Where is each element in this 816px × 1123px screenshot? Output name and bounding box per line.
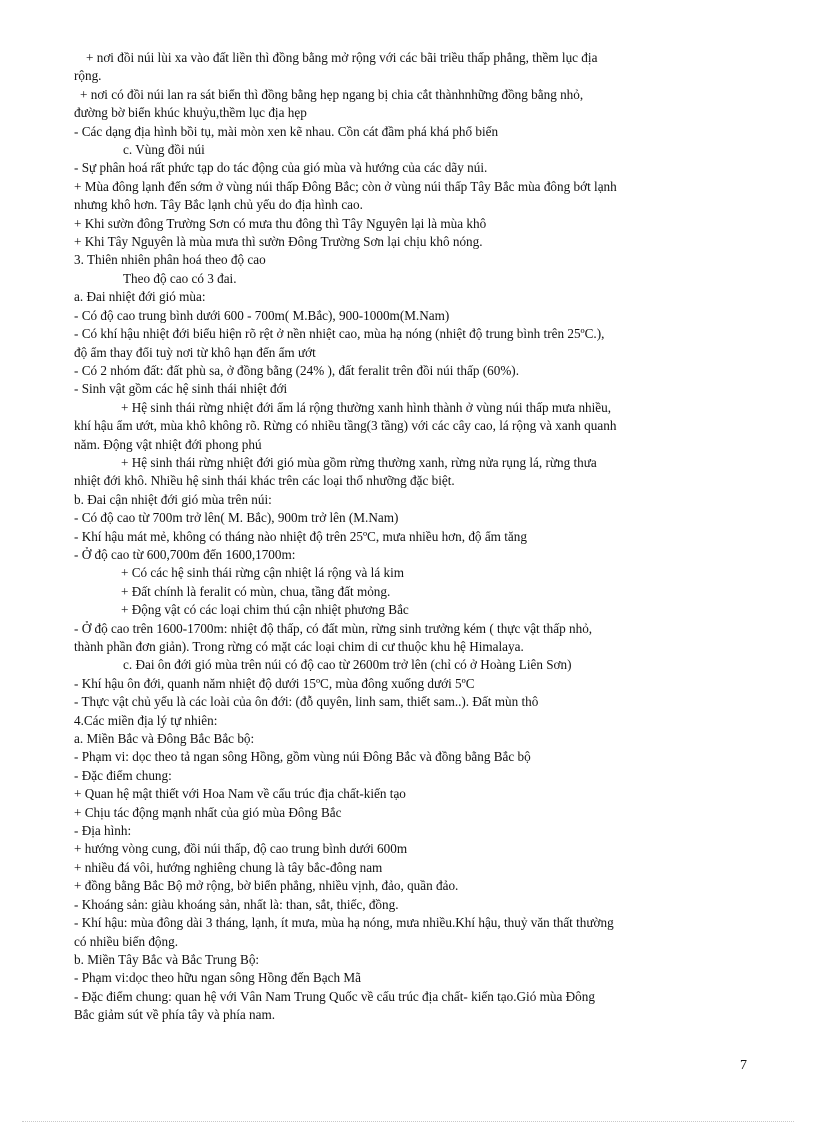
text-line: + nơi có đồi núi lan ra sát biển thì đồng bằng hẹp ngang bị chia cắt thànhnhững đồng bằng nhỏ, xyxy=(80,86,584,102)
text-line: - Khí hậu ôn đới, quanh năm nhiệt độ dưới 15ºC, mùa đông xuống dưới 5ºC xyxy=(74,675,475,691)
text-line: - Phạm vi: dọc theo tả ngan sông Hồng, gồm vùng núi Đông Bắc và đồng bằng Bắc bộ xyxy=(74,749,531,765)
text-line: khí hậu ẩm ướt, mùa khô không rõ. Rừng có nhiều tầng(3 tầng) với các cây cao, lá rộng và xanh quanh xyxy=(74,418,617,434)
text-line: - Có 2 nhóm đất: đất phù sa, ở đồng bằng (24% ), đất feralit trên đồi núi thấp (60%). xyxy=(74,362,519,378)
text-line: + Đất chính là feralit có mùn, chua, tầng đất mỏng. xyxy=(121,583,391,599)
text-line: + Khi Tây Nguyên là mùa mưa thì sườn Đông Trường Sơn lại chịu khô nóng. xyxy=(74,234,483,250)
text-line: + Hệ sinh thái rừng nhiệt đới ẩm lá rộng thường xanh hình thành ở vùng núi thấp mưa nhiều, xyxy=(121,399,612,415)
text-line: nhiệt đới khô. Nhiều hệ sinh thái khác trên các loại thổ nhưỡng đặc biệt. xyxy=(74,473,455,489)
text-line: - Thực vật chủ yếu là các loài của ôn đới: (đỗ quyên, linh sam, thiết sam..). Đất mùn thô xyxy=(74,694,539,710)
text-line: - Ở độ cao từ 600,700m đến 1600,1700m: xyxy=(74,546,296,562)
text-line: - Có độ cao trung bình dưới 600 - 700m( M.Bắc), 900-1000m(M.Nam) xyxy=(74,307,450,323)
text-line: Theo độ cao có 3 đai. xyxy=(123,270,237,286)
text-line: + đồng bằng Bắc Bộ mở rộng, bờ biển phẳng, nhiều vịnh, đảo, quần đảo. xyxy=(74,878,459,894)
text-line: đường bờ biển khúc khuỷu,thềm lục địa hẹp xyxy=(74,105,307,121)
text-line: + hướng vòng cung, đồi núi thấp, độ cao trung bình dưới 600m xyxy=(74,841,408,857)
text-line: - Sinh vật gồm các hệ sinh thái nhiệt đới xyxy=(74,381,288,397)
page-number: 7 xyxy=(740,1058,747,1073)
text-line: - Sự phân hoá rất phức tạp do tác động của gió mùa và hướng của các dãy núi. xyxy=(74,160,488,176)
text-line: a. Đai nhiệt đới gió mùa: xyxy=(74,289,206,305)
text-line: nhưng khô hơn. Tây Bắc lạnh chủ yếu do địa hình cao. xyxy=(74,197,363,213)
text-line: + Quan hệ mật thiết với Hoa Nam về cấu trúc địa chất-kiến tạo xyxy=(74,786,406,802)
text-line: - Phạm vi:dọc theo hữu ngan sông Hồng đến Bạch Mã xyxy=(74,970,361,986)
text-line: - Khí hậu mát mẻ, không có tháng nào nhiệt độ trên 25ºC, mưa nhiều hơn, độ ẩm tăng xyxy=(74,528,527,544)
text-line: - Các dạng địa hình bồi tụ, mài mòn xen kẽ nhau. Cồn cát đầm phá khá phổ biến xyxy=(74,123,499,139)
text-line: + Có các hệ sinh thái rừng cận nhiệt lá rộng và lá kim xyxy=(121,565,405,581)
text-line: - Đặc điểm chung: xyxy=(74,767,172,783)
text-line: Bắc giảm sút về phía tây và phía nam. xyxy=(74,1007,276,1023)
text-line: + Động vật có các loại chim thú cận nhiệt phương Bắc xyxy=(121,602,409,618)
text-line: 3. Thiên nhiên phân hoá theo độ cao xyxy=(74,252,266,268)
text-line: - Có khí hậu nhiệt đới biểu hiện rõ rệt ở nền nhiệt cao, mùa hạ nóng (nhiệt độ trung bình trên 25ºC.), xyxy=(74,326,605,342)
text-line: + nhiều đá vôi, hướng nghiêng chung là tây bắc-đông nam xyxy=(74,859,383,875)
text-line: - Có độ cao từ 700m trở lên( M. Bắc), 900m trở lên (M.Nam) xyxy=(74,510,399,526)
text-line: thành phần đơn giản). Trong rừng có mặt các loại chim di cư thuộc khu hệ Himalaya. xyxy=(74,639,524,654)
text-line: + Khi sườn đông Trường Sơn có mưa thu đông thì Tây Nguyên lại là mùa khô xyxy=(74,215,487,231)
text-line: + Hệ sinh thái rừng nhiệt đới gió mùa gồm rừng thường xanh, rừng nửa rụng lá, rừng thưa xyxy=(121,454,597,470)
text-line: + Mùa đông lạnh đến sớm ở vùng núi thấp Đông Bắc; còn ở vùng núi thấp Tây Bắc mùa đông bớt lạnh xyxy=(74,178,617,194)
page-bottom-divider xyxy=(22,1121,794,1122)
text-line: 4.Các miền địa lý tự nhiên: xyxy=(74,712,218,728)
text-line: rộng. xyxy=(74,68,102,84)
text-line: b. Miền Tây Bắc và Bắc Trung Bộ: xyxy=(74,951,260,967)
text-line: có nhiều biến động. xyxy=(74,933,179,949)
text-line: + Chịu tác động mạnh nhất của gió mùa Đông Bắc xyxy=(74,804,342,820)
text-line: năm. Động vật nhiệt đới phong phú xyxy=(74,436,262,452)
text-line: a. Miền Bắc và Đông Bắc Bắc bộ: xyxy=(74,731,255,747)
text-line: độ ẩm thay đổi tuỳ nơi từ khô hạn đến ẩm ướt xyxy=(74,344,316,360)
text-line: - Ở độ cao trên 1600-1700m: nhiệt độ thấp, có đất mùn, rừng sinh trưởng kém ( thực vật thấp nhỏ, xyxy=(74,620,593,636)
document-body xyxy=(74,49,754,1025)
text-line: - Khoáng sản: giàu khoáng sản, nhất là: than, sắt, thiếc, đồng. xyxy=(74,896,399,912)
text-line: - Khí hậu: mùa đông dài 3 tháng, lạnh, ít mưa, mùa hạ nóng, mưa nhiều.Khí hậu, thuỷ văn thất thường xyxy=(74,915,614,931)
text-line: + nơi đồi núi lùi xa vào đất liền thì đồng bằng mở rộng với các bãi triều thấp phẳng, thềm lục địa xyxy=(86,50,598,65)
text-line: - Địa hình: xyxy=(74,823,132,839)
text-line: c. Đai ôn đới gió mùa trên núi có độ cao từ 2600m trở lên (chỉ có ở Hoàng Liên Sơn) xyxy=(123,657,572,673)
text-line: - Đặc điểm chung: quan hệ với Vân Nam Trung Quốc về cấu trúc địa chất- kiến tạo.Gió mùa Đông xyxy=(74,988,595,1004)
text-line: c. Vùng đồi núi xyxy=(123,142,205,158)
text-line: b. Đai cận nhiệt đới gió mùa trên núi: xyxy=(74,491,272,507)
